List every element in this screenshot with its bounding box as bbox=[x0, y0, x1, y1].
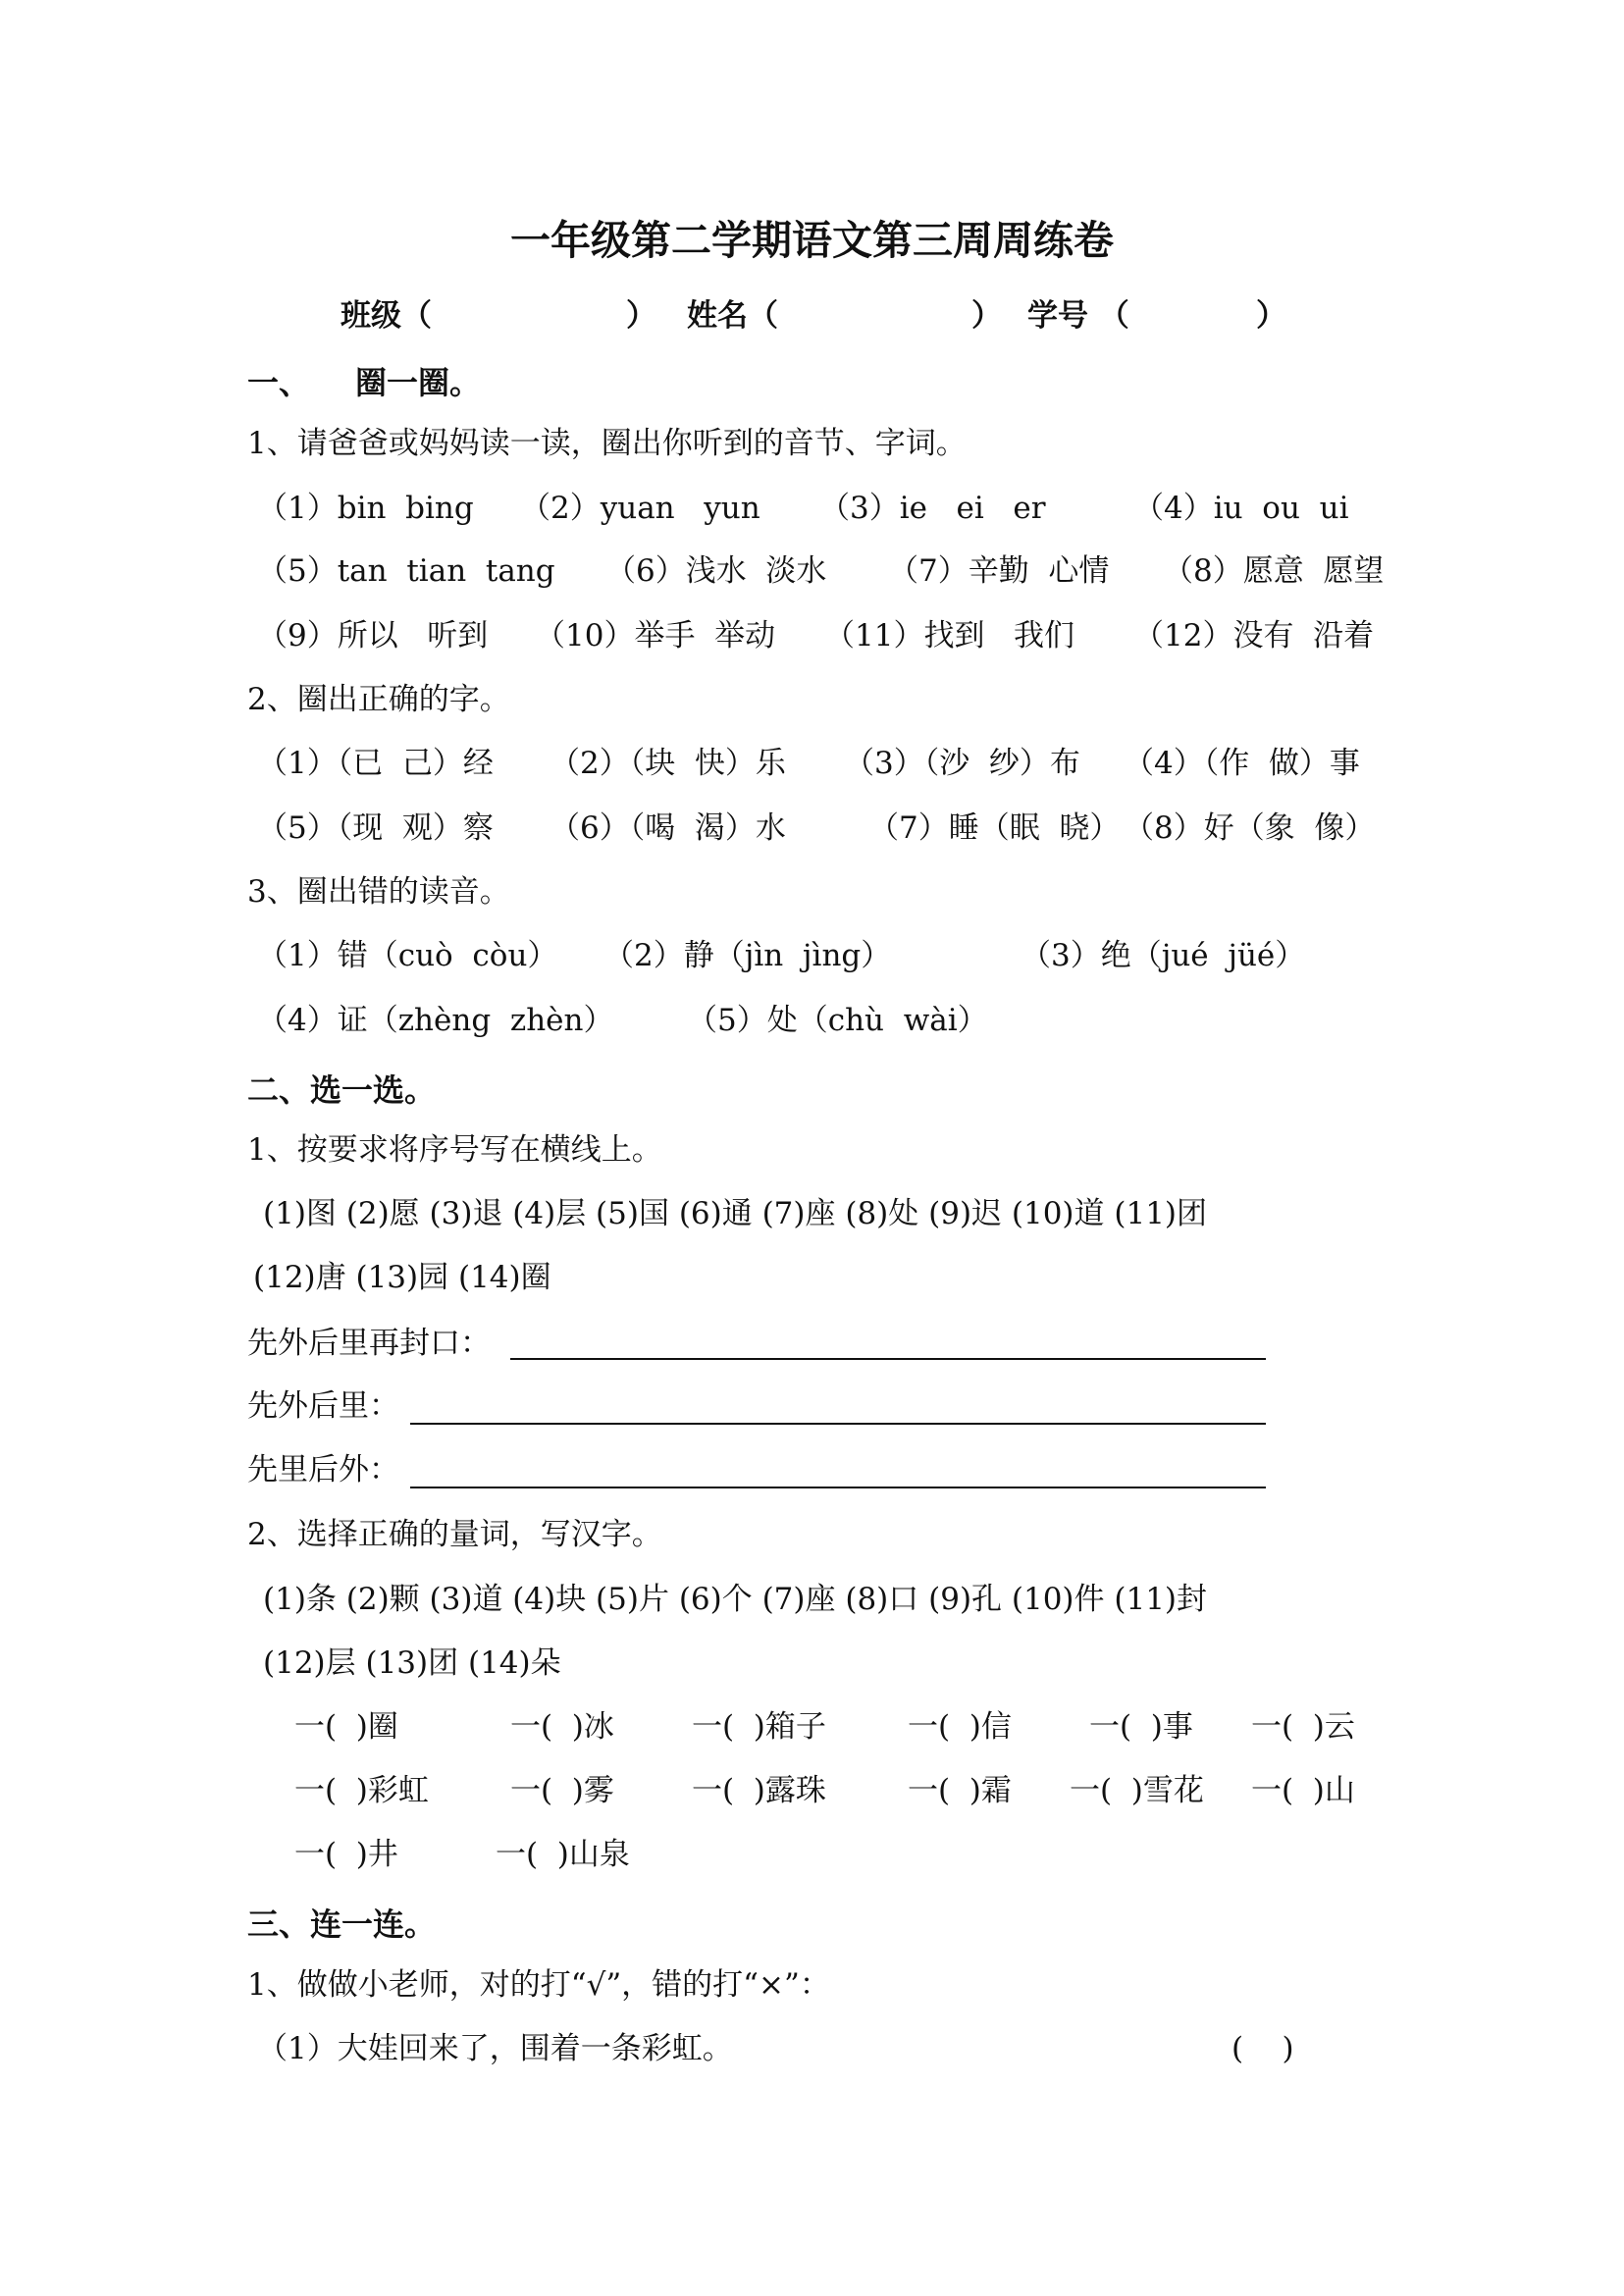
q3-item: （2）静（jìn jìng） bbox=[603, 938, 892, 973]
q2-item: （8）好（象 像） bbox=[1124, 810, 1376, 846]
q2-item: （2）（块 快）乐 bbox=[550, 746, 786, 781]
q1-item: （9）所以 听到 bbox=[257, 618, 489, 653]
answer-line-1[interactable] bbox=[510, 1358, 1266, 1360]
section-1-q1-prompt: 1、请爸爸或妈妈读一读，圈出你听到的音节、字词。 bbox=[247, 426, 967, 461]
measure-word-item: 一( )箱子 bbox=[692, 1709, 826, 1745]
q2-item: （6）（喝 渴）水 bbox=[550, 810, 786, 846]
measure-word-item: 一( )雾 bbox=[510, 1773, 614, 1808]
q2-item: （1）（已 己）经 bbox=[257, 746, 494, 781]
q2-item: （5）（现 观）察 bbox=[257, 810, 494, 846]
measure-word-item: 一( )信 bbox=[908, 1709, 1012, 1745]
measure-word-item: 一( )霜 bbox=[908, 1773, 1012, 1808]
judge-answer-paren[interactable]: ( ) bbox=[1231, 2031, 1294, 2066]
measure-word-item: 一( )冰 bbox=[510, 1709, 614, 1745]
class-label: 班级（ bbox=[341, 298, 432, 334]
blank-label-outer-inner: 先外后里： bbox=[247, 1388, 399, 1424]
section-2-title: 二、选一选。 bbox=[247, 1071, 437, 1109]
q3-row-2 bbox=[0, 1003, 1624, 1039]
answer-line-3[interactable] bbox=[410, 1487, 1266, 1488]
measure-word-row-3 bbox=[0, 1837, 1624, 1873]
section-3-q1-prompt: 1、做做小老师，对的打“√”，错的打“×”： bbox=[247, 1967, 830, 2003]
q1-item: （1）bin bing bbox=[257, 491, 474, 526]
measure-word-item: 一( )事 bbox=[1089, 1709, 1193, 1745]
section-1-q2-prompt: 2、圈出正确的字。 bbox=[247, 682, 510, 717]
q3-item: （3）绝（jué jüé） bbox=[1021, 938, 1306, 973]
measure-word-item: 一( )山 bbox=[1251, 1773, 1355, 1808]
section-2-q1-options-2: (12)唐 (13)园 (14)圈 bbox=[253, 1260, 551, 1295]
section-2-q2-options-2: (12)层 (13)团 (14)朵 bbox=[263, 1645, 561, 1681]
student-id-label: 学号 （ bbox=[1027, 298, 1129, 334]
q1-item: （4）iu ou ui bbox=[1133, 491, 1349, 526]
q1-item: （8）愿意 愿望 bbox=[1163, 553, 1385, 589]
q2-item: （4）（作 做）事 bbox=[1124, 746, 1360, 781]
measure-word-item: 一( )彩虹 bbox=[294, 1773, 429, 1808]
section-2-q2-options-1: (1)条 (2)颗 (3)道 (4)块 (5)片 (6)个 (7)座 (8)口 (9)孔 (10)件 (11)封 bbox=[263, 1582, 1208, 1617]
q1-item: （10）举手 举动 bbox=[535, 618, 776, 653]
section-1-number: 一、 bbox=[247, 364, 311, 401]
q1-item: （12）没有 沿着 bbox=[1133, 618, 1375, 653]
measure-word-row-1 bbox=[0, 1709, 1624, 1746]
q1-item: （2）yuan yun bbox=[520, 491, 760, 526]
q2-row-1 bbox=[0, 746, 1624, 782]
q1-item: （3）ie ei er bbox=[819, 491, 1046, 526]
q1-row-1 bbox=[0, 491, 1624, 527]
section-2-q1-options-1: (1)图 (2)愿 (3)退 (4)层 (5)国 (6)通 (7)座 (8)处 (9)迟 (10)道 (11)团 bbox=[263, 1196, 1208, 1231]
class-close: ） bbox=[626, 298, 656, 334]
section-1-title: 圈一圈。 bbox=[355, 364, 482, 401]
q1-row-2 bbox=[0, 553, 1624, 590]
q2-item: （7）睡（眠 晓） bbox=[868, 810, 1121, 846]
measure-word-row-2 bbox=[0, 1773, 1624, 1809]
page-title: 一年级第二学期语文第三周周练卷 bbox=[510, 217, 1114, 264]
blank-label-outer-inner-seal: 先外后里再封口： bbox=[247, 1326, 491, 1361]
q3-item: （1）错（cuò còu） bbox=[257, 938, 558, 973]
name-close: ） bbox=[971, 298, 1002, 334]
blank-label-inner-outer: 先里后外： bbox=[247, 1452, 399, 1487]
q1-item: （6）浅水 淡水 bbox=[605, 553, 827, 589]
q3-row-1 bbox=[0, 938, 1624, 974]
q2-item: （3）（沙 纱）布 bbox=[844, 746, 1080, 781]
measure-word-item: 一( )圈 bbox=[294, 1709, 398, 1745]
student-id-close: ） bbox=[1256, 298, 1286, 334]
name-label: 姓名（ bbox=[687, 298, 778, 334]
q3-item: （5）处（chù wài） bbox=[687, 1003, 988, 1038]
section-3-title: 三、连一连。 bbox=[247, 1905, 437, 1943]
section-2-q2-prompt: 2、选择正确的量词，写汉字。 bbox=[247, 1517, 662, 1552]
measure-word-item: 一( )云 bbox=[1251, 1709, 1355, 1745]
measure-word-item: 一( )露珠 bbox=[692, 1773, 826, 1808]
q1-row-3 bbox=[0, 618, 1624, 654]
measure-word-item: 一( )山泉 bbox=[496, 1837, 630, 1872]
q2-row-2 bbox=[0, 810, 1624, 847]
q1-item: （7）辛勤 心情 bbox=[888, 553, 1110, 589]
measure-word-item: 一( )雪花 bbox=[1070, 1773, 1204, 1808]
judge-item-text: （1）大娃回来了，围着一条彩虹。 bbox=[257, 2031, 733, 2066]
measure-word-item: 一( )井 bbox=[294, 1837, 398, 1872]
q1-item: （11）找到 我们 bbox=[824, 618, 1075, 653]
answer-line-2[interactable] bbox=[410, 1423, 1266, 1425]
q3-item: （4）证（zhèng zhèn） bbox=[257, 1003, 614, 1038]
q1-item: （5）tan tian tang bbox=[257, 553, 555, 589]
section-1-q3-prompt: 3、圈出错的读音。 bbox=[247, 874, 510, 910]
section-2-q1-prompt: 1、按要求将序号写在横线上。 bbox=[247, 1132, 662, 1168]
